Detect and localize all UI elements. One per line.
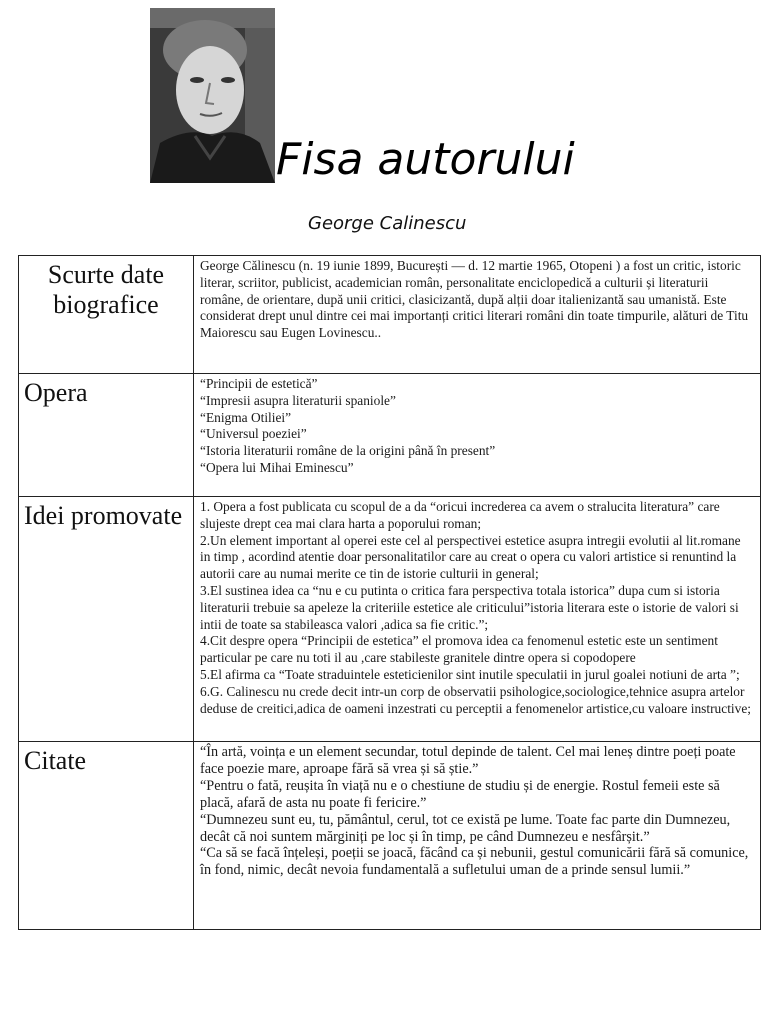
list-item: “Opera lui Mihai Eminescu”	[200, 459, 354, 475]
row-label-ideas: Idei promovate	[19, 497, 194, 742]
list-item: “Impresii asupra literaturii spaniole”	[200, 392, 396, 408]
table-row-quotes	[19, 742, 761, 930]
author-info-table	[18, 255, 761, 930]
list-item: “Pentru o fată, reușita în viață nu e o chestiune de studiu și de energie. Rostul femeii este să placă, afară de asta nu poate fi fericire.”	[200, 777, 720, 811]
biography-text: George Călinescu (n. 19 iunie 1899, București — d. 12 martie 1965, Otopeni ) a fost un critic, istoric literar, scriitor, publicist, academician român, personalitate enciclopedică a culturii și literaturii române, de orientare, după unii critici, clasicizantă, după alții doar italienizantă sau umanistă. Este considerat drept unul dintre cei mai importanți critici literari români din toate timpurile, alături de Titu Maiorescu sau Eugen Lovinescu..	[194, 256, 761, 374]
row-label-biography: Scurte date biografice	[19, 256, 194, 374]
list-item: “Istoria literaturii române de la origini până în present”	[200, 443, 496, 459]
portrait-image	[150, 8, 275, 183]
list-item: “Dumnezeu sunt eu, tu, pământul, cerul, tot ce există pe lume. Toate fac parte din Dumnezeu, decât că noi suntem mărginiți pe loc și în timp, pe când Dumnezeu e nesfârșit.”	[200, 811, 731, 845]
list-item: 5.El afirma ca “Toate straduintele esteticienilor sint inutile speculatii in jurul goalei notiuni de arta ”;	[200, 666, 740, 682]
list-item: “Principii de estetică”	[200, 376, 318, 391]
table-row-biography	[19, 256, 761, 374]
author-portrait	[150, 8, 275, 183]
author-name: George Calinescu	[308, 213, 467, 234]
list-item: “Enigma Otiliei”	[200, 409, 292, 425]
works-list	[194, 374, 761, 497]
page-title: Fisa autorului	[276, 134, 575, 185]
list-item: 4.Cit despre opera “Principii de estetica” el promova idea ca fenomenul estetic este un sentiment particular pe care nu toti il au ,care stabileste granitele dintre opera si copodopere	[200, 633, 718, 666]
list-item: “Universul poeziei”	[200, 426, 307, 442]
table-row-ideas	[19, 497, 761, 742]
list-item: “În artă, voința e un element secundar, totul depinde de talent. Cel mai leneș dintre poeți poate face poezie mare, aproape fără să vrea și să știe.”	[200, 744, 736, 777]
row-label-works: Opera	[19, 374, 194, 497]
list-item: 3.El sustinea idea ca “nu e cu putinta o critica fara perspectiva totala istorica” dupa cum si istoria literaturii trebuie sa apeleze la criteriile estetice ale criticului”istoria literara este o istorie de valori si intii de toate sa stabileasca valori ,adica sa fie critic.”;	[200, 582, 739, 632]
list-item: 2.Un element important al operei este cel al perspectivei estetice asupra intregii evolutii al lit.romane in timp , acordind atentie doar personalitatilor care au creat o opera cu valori artistice si renuntind la autorii care au numai merite ce tin de istorie culturii in general;	[200, 532, 741, 582]
list-item: “Ca să se facă înțeleși, poeții se joacă, făcând ca și nebunii, gestul comunicării fără să comunice, în fond, nimic, decât nevoia fundamentală a sufletului uman de a prinde sensul lumii.”	[200, 845, 749, 879]
row-label-quotes: Citate	[19, 742, 194, 930]
list-item: 1. Opera a fost publicata cu scopul de a da “oricui increderea ca avem o stralucita literatura” care slujeste drept cea mai clara harta a poporului roman;	[200, 499, 720, 531]
table-row-works	[19, 374, 761, 497]
quotes-list	[194, 742, 761, 930]
list-item: 6.G. Calinescu nu crede decit intr-un corp de observatii psihologice,sociologice,tehnice asupra artelor deduse de creitici,adica de oameni inzestrati cu perceptii a fenomenelor artistice,cu valoare instructive;	[200, 683, 751, 716]
ideas-list	[194, 497, 761, 742]
